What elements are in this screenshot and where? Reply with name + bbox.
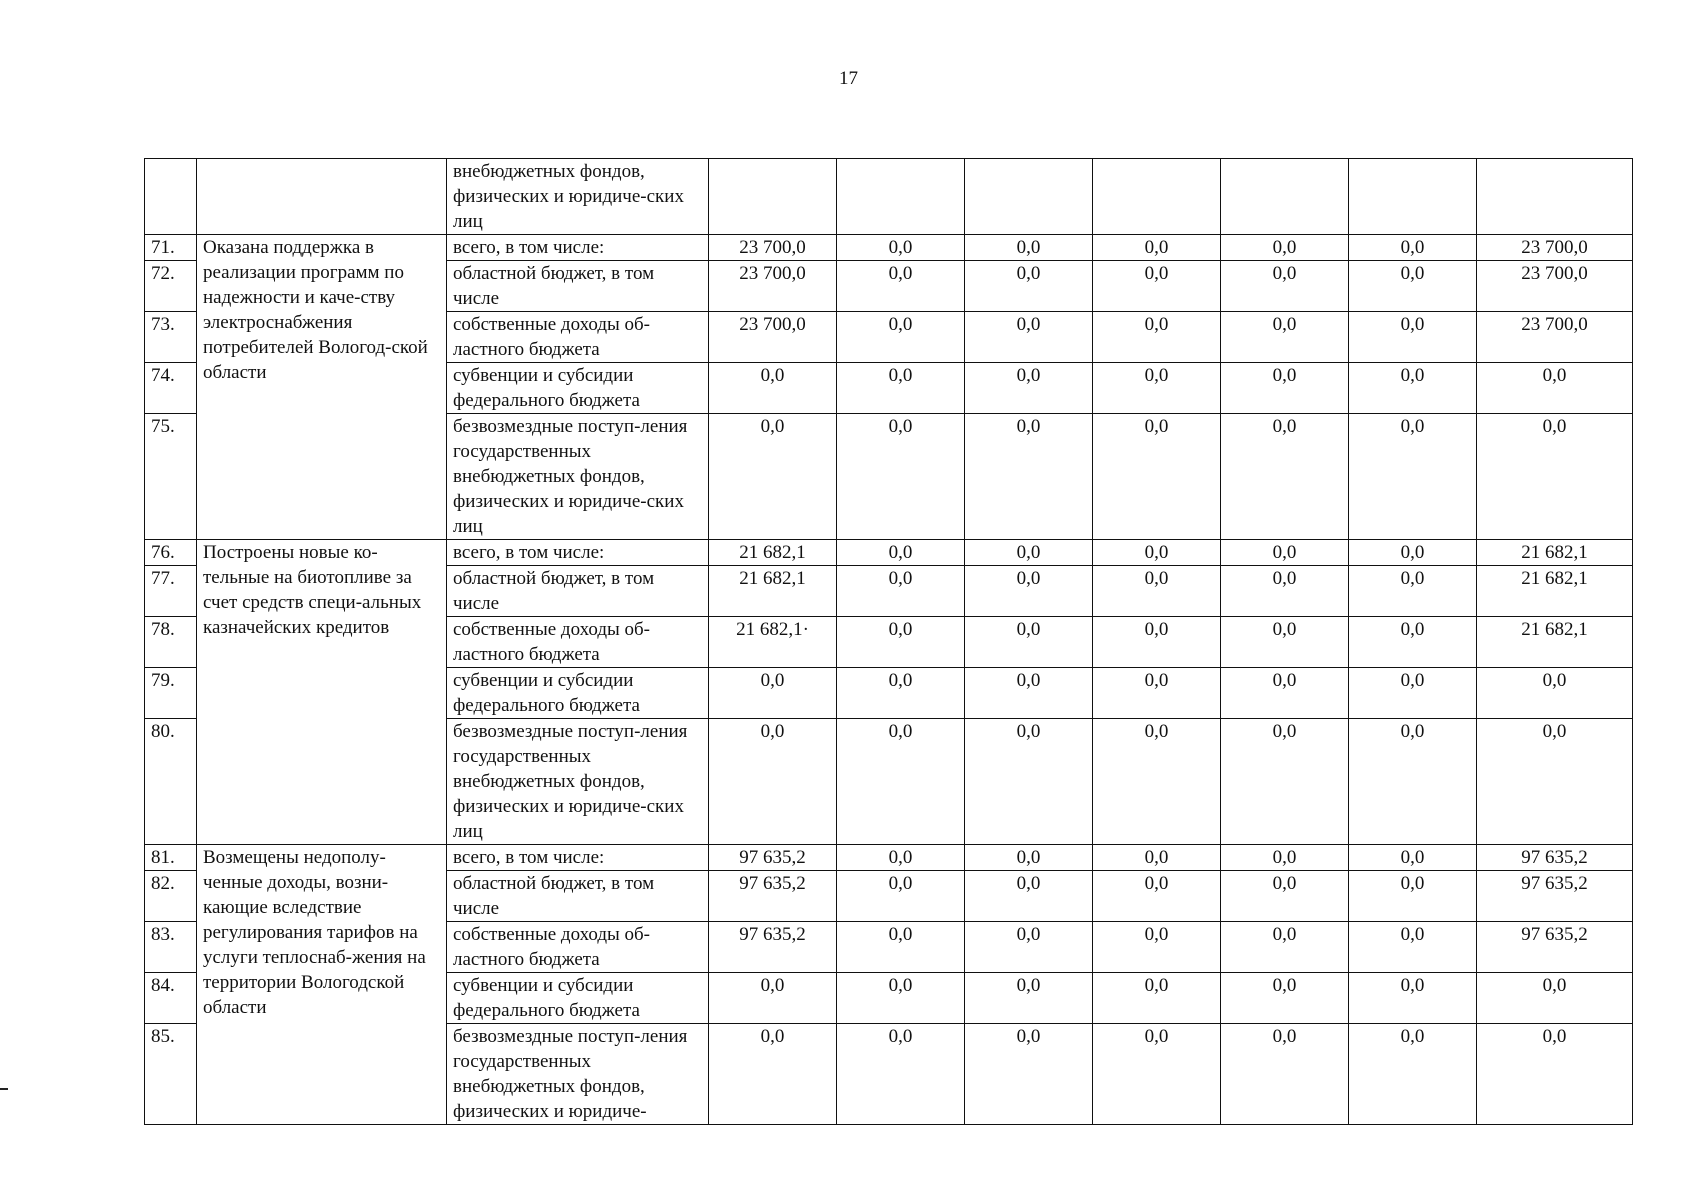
funding-source: безвозмездные поступ-ления государственных внебюджетных фондов, физических и юридиче-ских лиц	[447, 414, 709, 540]
amount-value: 0,0	[1093, 235, 1221, 261]
amount-value: 0,0	[1349, 363, 1477, 414]
amount-value: 0,0	[1093, 719, 1221, 845]
amount-value: 0,0	[709, 414, 837, 540]
row-number: 81.	[145, 845, 197, 871]
amount-value: 0,0	[965, 668, 1093, 719]
table-row	[145, 235, 1633, 261]
row-number: 83.	[145, 922, 197, 973]
row-number: 72.	[145, 261, 197, 312]
amount-value: 0,0	[965, 617, 1093, 668]
amount-value: 23 700,0	[709, 235, 837, 261]
amount-value: 0,0	[1349, 871, 1477, 922]
funding-source: субвенции и субсидии федерального бюджета	[447, 973, 709, 1024]
funding-source-cell: внебюджетных фондов, физических и юридиче-ских лиц	[447, 159, 709, 235]
row-number: 84.	[145, 973, 197, 1024]
amount-value: 0,0	[1093, 922, 1221, 973]
amount-value: 0,0	[1349, 414, 1477, 540]
amount-value: 0,0	[965, 312, 1093, 363]
funding-source: всего, в том числе:	[447, 845, 709, 871]
amount-value: 0,0	[965, 845, 1093, 871]
table-row	[145, 845, 1633, 871]
amount-value: 0,0	[1349, 540, 1477, 566]
amount-value: 0,0	[1221, 1024, 1349, 1125]
total-amount: 21 682,1	[1477, 540, 1633, 566]
amount-value: 21 682,1	[709, 566, 837, 617]
amount-value: 0,0	[837, 235, 965, 261]
page-number: 17	[839, 68, 858, 89]
row-number: 79.	[145, 668, 197, 719]
amount-value: 0,0	[837, 363, 965, 414]
amount-value: 0,0	[837, 261, 965, 312]
funding-source: областной бюджет, в том числе	[447, 261, 709, 312]
amount-value: 0,0	[1349, 312, 1477, 363]
funding-source: собственные доходы об-ластного бюджета	[447, 312, 709, 363]
amount-value: 0,0	[1221, 845, 1349, 871]
amount-value: 0,0	[837, 845, 965, 871]
amount-value: 97 635,2	[709, 871, 837, 922]
amount-value: 0,0	[1221, 719, 1349, 845]
amount-value: 0,0	[837, 312, 965, 363]
amount-value: 0,0	[1093, 363, 1221, 414]
measure-description-cell	[197, 159, 447, 235]
row-number: 73.	[145, 312, 197, 363]
amount-value: 0,0	[965, 235, 1093, 261]
amount-value: 0,0	[965, 540, 1093, 566]
total-amount: 23 700,0	[1477, 312, 1633, 363]
amount-value: 0,0	[1093, 973, 1221, 1024]
amount-value: 0,0	[837, 871, 965, 922]
row-number: 82.	[145, 871, 197, 922]
total-amount: 0,0	[1477, 668, 1633, 719]
amount-value: 0,0	[709, 363, 837, 414]
amount-value: 0,0	[709, 1024, 837, 1125]
amount-value: 0,0	[1093, 668, 1221, 719]
row-number: 77.	[145, 566, 197, 617]
row-number: 76.	[145, 540, 197, 566]
amount-cell	[837, 159, 965, 235]
row-number: 74.	[145, 363, 197, 414]
amount-value: 0,0	[837, 668, 965, 719]
amount-value: 0,0	[1221, 235, 1349, 261]
row-number: 75.	[145, 414, 197, 540]
amount-value: 23 700,0	[709, 312, 837, 363]
total-amount: 21 682,1	[1477, 617, 1633, 668]
table-row	[145, 159, 1633, 235]
amount-value: 0,0	[1093, 261, 1221, 312]
amount-cell	[1477, 159, 1633, 235]
amount-value: 0,0	[1093, 871, 1221, 922]
amount-value: 0,0	[837, 1024, 965, 1125]
amount-value: 0,0	[1221, 871, 1349, 922]
funding-source: субвенции и субсидии федерального бюджета	[447, 363, 709, 414]
amount-value: 23 700,0	[709, 261, 837, 312]
measure-description: Построены новые ко-тельные на биотопливе за счет средств специ-альных казначейских кредитов	[197, 540, 447, 845]
amount-value: 0,0	[837, 922, 965, 973]
amount-value: 0,0	[1093, 845, 1221, 871]
amount-value: 0,0	[709, 719, 837, 845]
row-number: 85.	[145, 1024, 197, 1125]
amount-value: 0,0	[1349, 617, 1477, 668]
amount-cell	[709, 159, 837, 235]
amount-value: 0,0	[1221, 312, 1349, 363]
amount-value: 21 682,1·	[709, 617, 837, 668]
row-number: 71.	[145, 235, 197, 261]
amount-value: 0,0	[1349, 845, 1477, 871]
amount-value: 0,0	[1093, 566, 1221, 617]
amount-value: 0,0	[1349, 235, 1477, 261]
funding-source: областной бюджет, в том числе	[447, 871, 709, 922]
total-amount: 23 700,0	[1477, 261, 1633, 312]
amount-value: 0,0	[837, 414, 965, 540]
amount-value: 0,0	[837, 566, 965, 617]
amount-value: 97 635,2	[709, 845, 837, 871]
amount-cell	[1221, 159, 1349, 235]
amount-value: 0,0	[709, 973, 837, 1024]
total-amount: 0,0	[1477, 414, 1633, 540]
amount-value: 0,0	[1349, 1024, 1477, 1125]
amount-value: 0,0	[837, 973, 965, 1024]
funding-source: безвозмездные поступ-ления государственных внебюджетных фондов, физических и юридиче-	[447, 1024, 709, 1125]
total-amount: 0,0	[1477, 1024, 1633, 1125]
amount-value: 0,0	[1221, 363, 1349, 414]
amount-value: 0,0	[1221, 566, 1349, 617]
amount-value: 0,0	[1349, 668, 1477, 719]
total-amount: 97 635,2	[1477, 922, 1633, 973]
amount-value: 0,0	[965, 261, 1093, 312]
measure-description: Возмещены недополу-ченные доходы, возни-кающие вследствие регулирования тарифов на услуги теплоснаб-жения на территории Вологодской области	[197, 845, 447, 1125]
amount-value: 0,0	[1349, 922, 1477, 973]
amount-value: 0,0	[1221, 261, 1349, 312]
amount-value: 0,0	[1093, 414, 1221, 540]
amount-value: 97 635,2	[709, 922, 837, 973]
total-amount: 97 635,2	[1477, 871, 1633, 922]
amount-value: 0,0	[837, 719, 965, 845]
amount-value: 0,0	[837, 540, 965, 566]
total-amount: 21 682,1	[1477, 566, 1633, 617]
amount-value: 0,0	[1221, 668, 1349, 719]
amount-value: 0,0	[1349, 566, 1477, 617]
amount-value: 0,0	[837, 617, 965, 668]
amount-value: 0,0	[1221, 973, 1349, 1024]
amount-value: 21 682,1	[709, 540, 837, 566]
amount-value: 0,0	[709, 668, 837, 719]
amount-value: 0,0	[1221, 540, 1349, 566]
amount-value: 0,0	[1093, 312, 1221, 363]
amount-value: 0,0	[1093, 1024, 1221, 1125]
funding-source: субвенции и субсидии федерального бюджета	[447, 668, 709, 719]
amount-cell	[1093, 159, 1221, 235]
amount-cell	[965, 159, 1093, 235]
amount-value: 0,0	[965, 871, 1093, 922]
funding-source: собственные доходы об-ластного бюджета	[447, 617, 709, 668]
total-amount: 23 700,0	[1477, 235, 1633, 261]
amount-value: 0,0	[965, 566, 1093, 617]
amount-value: 0,0	[965, 414, 1093, 540]
total-amount: 97 635,2	[1477, 845, 1633, 871]
amount-value: 0,0	[965, 973, 1093, 1024]
total-amount: 0,0	[1477, 363, 1633, 414]
amount-value: 0,0	[1349, 719, 1477, 845]
amount-value: 0,0	[1221, 414, 1349, 540]
amount-value: 0,0	[1221, 617, 1349, 668]
total-amount: 0,0	[1477, 719, 1633, 845]
funding-source: безвозмездные поступ-ления государственных внебюджетных фондов, физических и юридиче-ских лиц	[447, 719, 709, 845]
table-row	[145, 540, 1633, 566]
total-amount: 0,0	[1477, 973, 1633, 1024]
amount-value: 0,0	[1349, 261, 1477, 312]
amount-value: 0,0	[1349, 973, 1477, 1024]
amount-value: 0,0	[1093, 617, 1221, 668]
amount-value: 0,0	[965, 1024, 1093, 1125]
row-number: 80.	[145, 719, 197, 845]
funding-source: всего, в том числе:	[447, 540, 709, 566]
edge-mark	[0, 1088, 8, 1090]
amount-cell	[1349, 159, 1477, 235]
row-number-cell	[145, 159, 197, 235]
amount-value: 0,0	[965, 719, 1093, 845]
amount-value: 0,0	[965, 922, 1093, 973]
amount-value: 0,0	[1221, 922, 1349, 973]
measure-description: Оказана поддержка в реализации программ по надежности и каче-ству электроснабжения потребителей Вологод-ской области	[197, 235, 447, 540]
amount-value: 0,0	[965, 363, 1093, 414]
funding-source: областной бюджет, в том числе	[447, 566, 709, 617]
funding-source: собственные доходы об-ластного бюджета	[447, 922, 709, 973]
funding-table	[144, 158, 1633, 1125]
amount-value: 0,0	[1093, 540, 1221, 566]
row-number: 78.	[145, 617, 197, 668]
funding-source: всего, в том числе:	[447, 235, 709, 261]
